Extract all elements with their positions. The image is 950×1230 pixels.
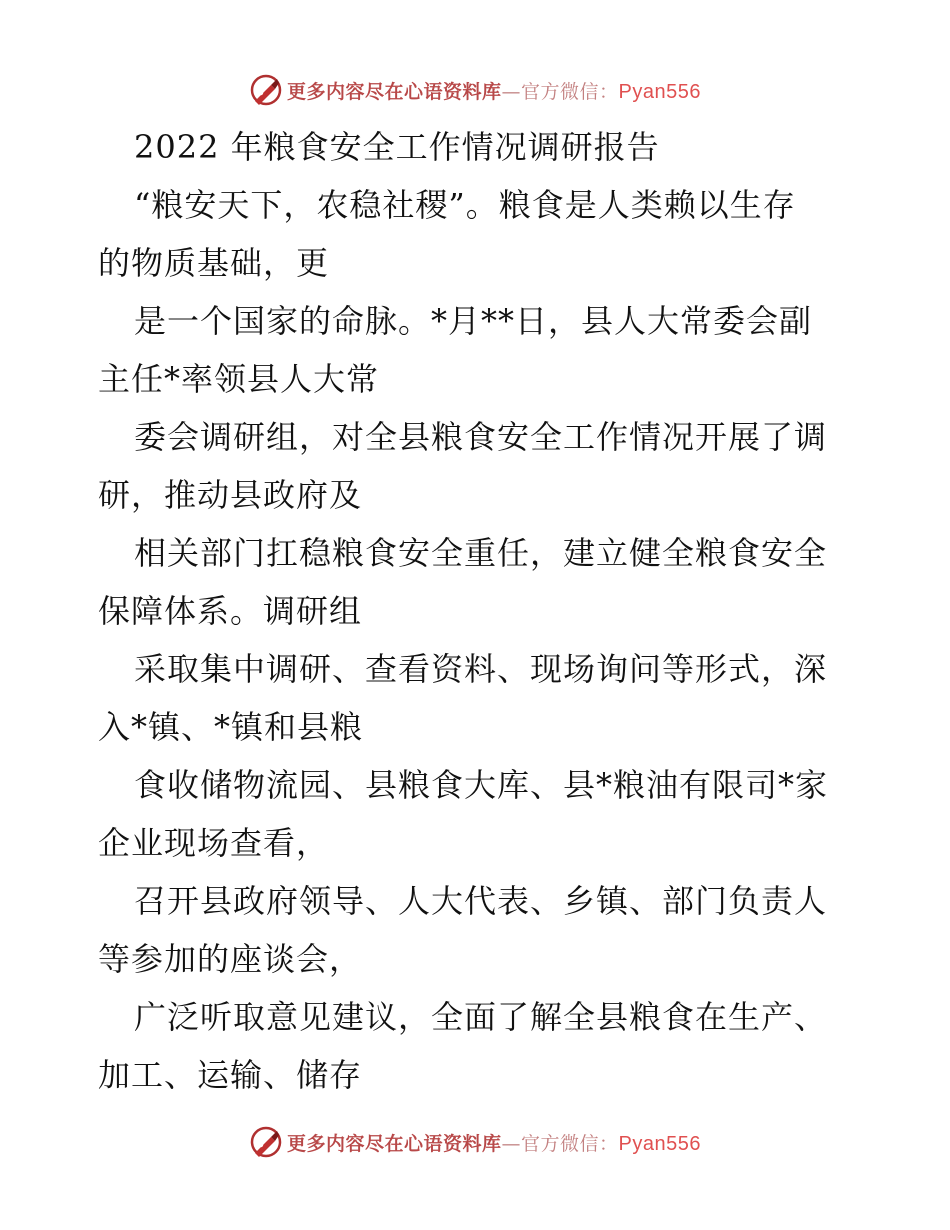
- text-line: 是一个国家的命脉。*月**日，县人大常委会副: [134, 302, 813, 340]
- text-line: 委会调研组，对全县粮食安全工作情况开展了调: [134, 418, 828, 456]
- text-line: 保障体系。调研组: [98, 592, 363, 630]
- watermark-separator: —: [501, 1132, 522, 1155]
- document-title: 2022 年粮食安全工作情况调研报告: [134, 128, 660, 166]
- text-line: 的物质基础，更: [98, 244, 330, 282]
- text-line: 主任*率领县人大常: [98, 360, 380, 398]
- watermark-text: [287, 1129, 701, 1156]
- watermark-separator: —: [501, 80, 522, 103]
- watermark-text: [287, 77, 701, 104]
- text-line: “粮安天下，农稳社稷”。粮食是人类赖以生存: [134, 186, 796, 224]
- text-line: 采取集中调研、查看资料、现场询问等形式，深: [134, 650, 828, 688]
- text-line: 加工、运输、储存: [98, 1056, 363, 1094]
- text-line: 食收储物流园、县粮食大库、县*粮油有限司*家: [134, 766, 829, 804]
- watermark-label: 官方微信：: [521, 1132, 619, 1155]
- watermark-brand: 更多内容尽在心语资料库: [287, 80, 502, 103]
- text-line: 研，推动县政府及: [98, 476, 363, 514]
- watermark-account: Pyan556: [618, 1132, 701, 1155]
- pen-logo-icon: [249, 1125, 283, 1159]
- pen-logo-icon: [249, 73, 283, 107]
- text-line: 召开县政府领导、人大代表、乡镇、部门负责人: [134, 882, 828, 920]
- watermark-label: 官方微信：: [521, 80, 619, 103]
- document-body: [98, 118, 858, 1104]
- watermark-brand: 更多内容尽在心语资料库: [287, 1132, 502, 1155]
- header-watermark: [0, 70, 950, 110]
- text-line: 广泛听取意见建议，全面了解全县粮食在生产、: [134, 998, 828, 1036]
- text-line: 入*镇、*镇和县粮: [98, 708, 364, 746]
- footer-watermark: [0, 1122, 950, 1162]
- text-line: 企业现场查看，: [98, 824, 330, 862]
- text-line: 等参加的座谈会，: [98, 940, 363, 978]
- text-line: 相关部门扛稳粮食安全重任，建立健全粮食安全: [134, 534, 828, 572]
- watermark-account: Pyan556: [618, 80, 701, 103]
